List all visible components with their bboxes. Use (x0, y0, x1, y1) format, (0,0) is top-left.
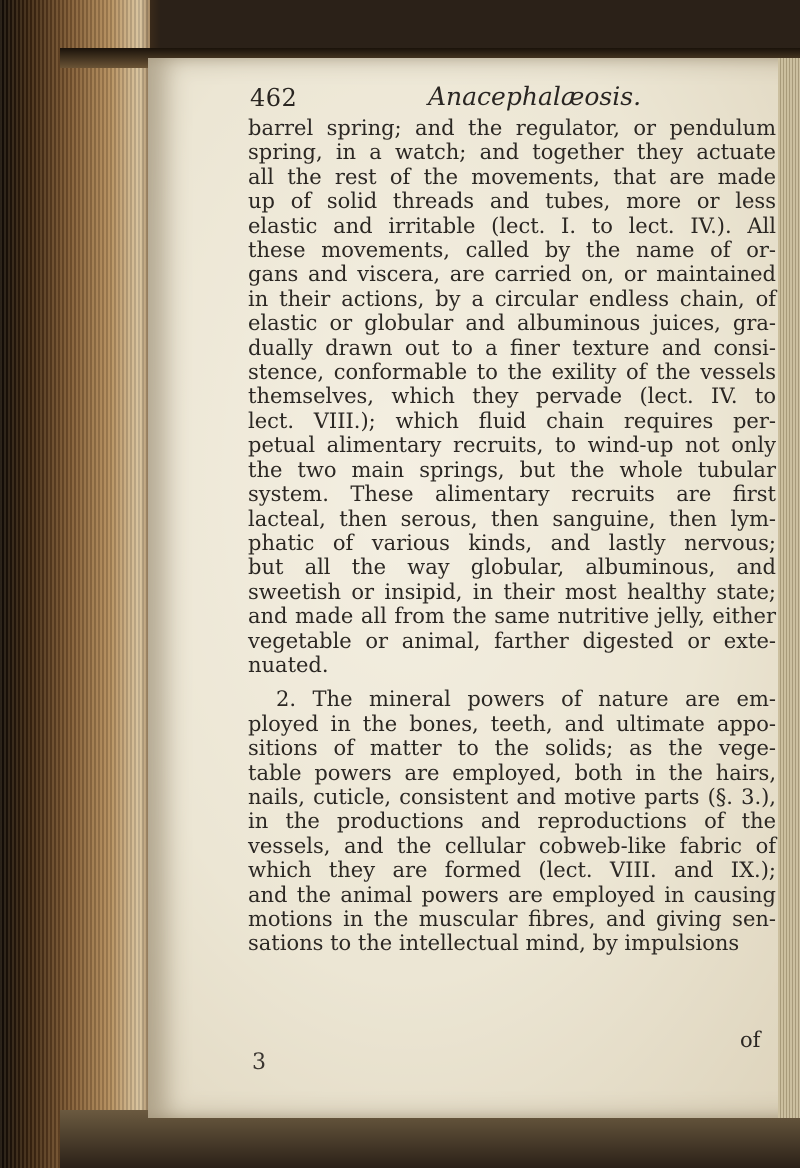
text-line: ployed in the bones, teeth, and ultimate appo- (248, 711, 776, 736)
running-head: Anacephalæosis. (428, 82, 642, 111)
page-number: 462 (250, 84, 298, 112)
text-line: but all the way globular, albuminous, and (248, 555, 776, 580)
text-line: and made all from the same nutritive jelly, either (248, 604, 776, 629)
text-line: nuated. (248, 652, 329, 677)
text-line: gans and viscera, are carried on, or maintained (248, 262, 776, 287)
text-line: stence, conformable to the exility of the vessels (248, 360, 776, 385)
text-line: up of solid threads and tubes, more or less (248, 189, 776, 214)
text-line: sitions of matter to the solids; as the vege- (248, 736, 776, 761)
text-line: sweetish or insipid, in their most healthy state; (248, 579, 776, 604)
text-line: lacteal, then serous, then sanguine, then lym- (248, 506, 776, 531)
text-line: nails, cuticle, consistent and motive parts (§. 3.), (248, 784, 776, 809)
text-line: in the productions and reproductions of the (248, 809, 776, 834)
text-line: sations to the intellectual mind, by impulsions (248, 931, 740, 956)
text-line: and the animal powers are employed in causing (248, 882, 776, 907)
text-line: all the rest of the movements, that are made (248, 164, 776, 189)
text-line: system. These alimentary recruits are first (248, 482, 776, 507)
text-line: themselves, which they pervade (lect. IV. to (248, 384, 776, 409)
text-line: vegetable or animal, farther digested or exte- (248, 628, 776, 653)
text-line: motions in the muscular fibres, and giving sen- (248, 907, 776, 931)
paragraph-2 (248, 687, 776, 955)
text-line: these movements, called by the name of or- (248, 238, 776, 263)
text-line: barrel spring; and the regulator, or pendulum (248, 116, 776, 140)
text-line: petual alimentary recruits, to wind-up not only (248, 433, 776, 458)
text-line: the two main springs, but the whole tubular (248, 457, 776, 482)
page-edges-right (778, 58, 800, 1118)
text-line: lect. VIII.); which fluid chain requires per- (248, 408, 776, 433)
text-line: vessels, and the cellular cobweb-like fabric of (248, 833, 776, 858)
page-edge-bottom (60, 1110, 800, 1168)
text-line: which they are formed (lect. VIII. and IX.); (248, 858, 776, 883)
text-line: spring, in a watch; and together they actuate (248, 140, 776, 165)
paragraph-1 (248, 116, 776, 677)
page-header (250, 80, 770, 120)
text-line: elastic and irritable (lect. I. to lect. IV.). All (248, 213, 776, 238)
text-line: elastic or globular and albuminous juices, gra- (248, 311, 776, 336)
text-line: phatic of various kinds, and lastly nervous; (248, 530, 776, 555)
text-line: table powers are employed, both in the hairs, (248, 760, 776, 785)
body-text (248, 116, 776, 956)
signature-mark: 3 (252, 1050, 266, 1075)
text-line: dually drawn out to a finer texture and consi- (248, 335, 776, 360)
catchword: of (740, 1028, 761, 1052)
book-spine (0, 0, 150, 1168)
text-line: 2. The mineral powers of nature are em- (276, 687, 776, 712)
text-line: in their actions, by a circular endless chain, of (248, 286, 776, 311)
